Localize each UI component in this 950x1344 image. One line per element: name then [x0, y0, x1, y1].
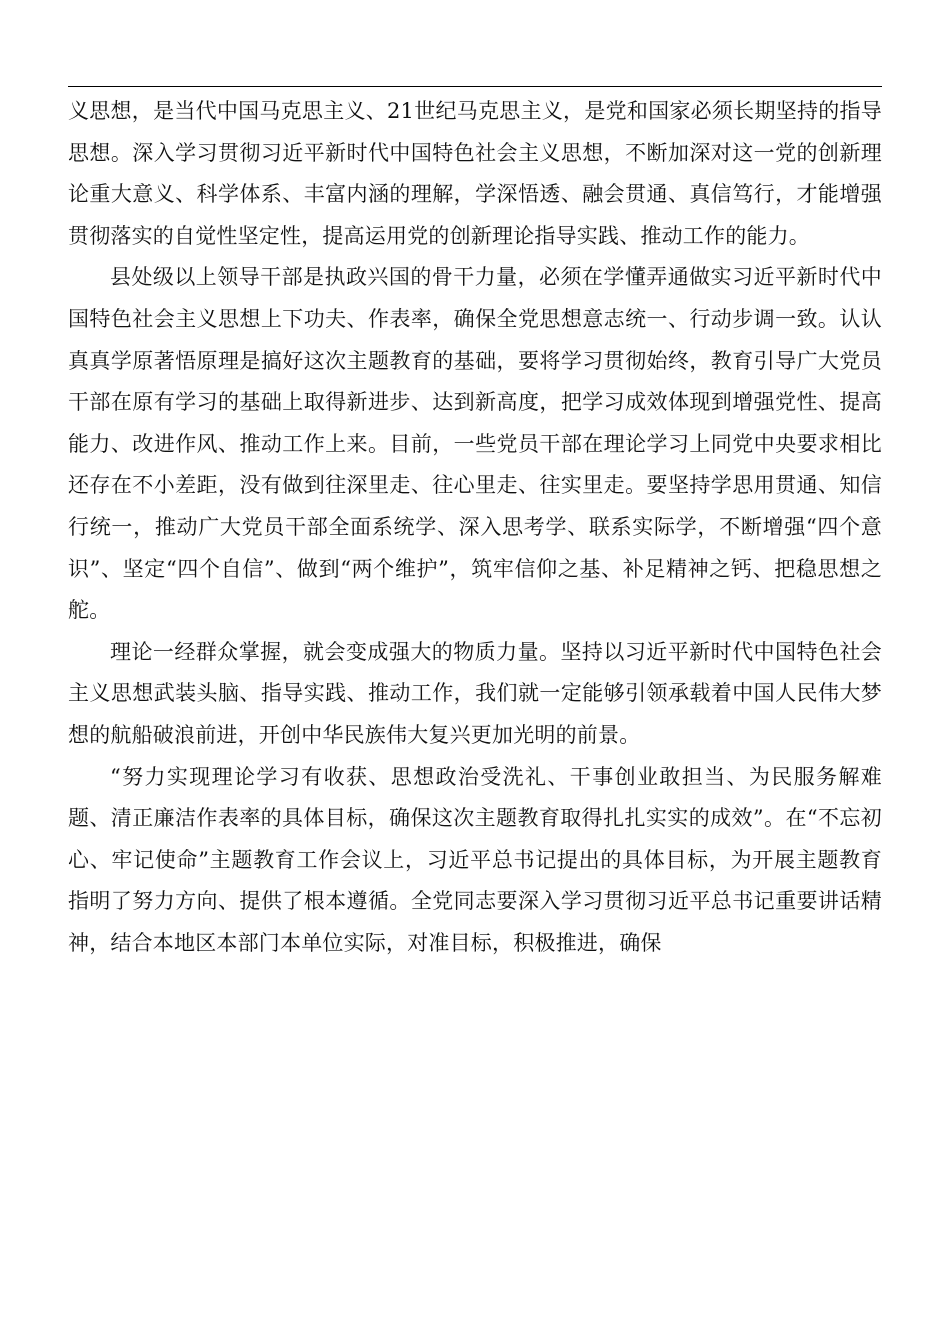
paragraph-theory-power: 理论一经群众掌握，就会变成强大的物质力量。坚持以习近平新时代中国特色社会主义思想武装头脑、指导实践、推动工作，我们就一定能够引领承载着中国人民伟大梦想的航船破浪前进，开创中华民族伟大复兴更加光明的前景。 [68, 639, 882, 747]
document-body [68, 91, 882, 964]
paragraph-specific-goals: “努力实现理论学习有收获、思想政治受洗礼、干事创业敢担当、为民服务解难题、清正廉洁作表率的具体目标，确保这次主题教育取得扎扎实实的成效”。在“不忘初心、牢记使命”主题教育工作会议上，习近平总书记提出的具体目标，为开展主题教育指明了努力方向、提供了根本遵循。全党同志要深入学习贯彻习近平总书记重要讲话精神，结合本地区本部门本单位实际，对准目标，积极推进，确保 [68, 764, 882, 955]
header-rule [68, 86, 882, 87]
paragraph-leading-cadres: 县处级以上领导干部是执政兴国的骨干力量，必须在学懂弄通做实习近平新时代中国特色社会主义思想上下功夫、作表率，确保全党思想意志统一、行动步调一致。认认真真学原著悟原理是搞好这次主题教育的基础，要将学习贯彻始终，教育引导广大党员干部在原有学习的基础上取得新进步、达到新高度，把学习成效体现到增强党性、提高能力、改进作风、推动工作上来。目前，一些党员干部在理论学习上同党中央要求相比还存在不小差距，没有做到往深里走、往心里走、往实里走。要坚持学思用贯通、知信行统一，推动广大党员干部全面系统学、深入思考学、联系实际学，不断增强“四个意识”、坚定“四个自信”、做到“两个维护”，筑牢信仰之基、补足精神之钙、把稳思想之舵。 [68, 265, 882, 623]
paragraph-continuation: 义思想，是当代中国马克思主义、21世纪马克思主义，是党和国家必须长期坚持的指导思想。深入学习贯彻习近平新时代中国特色社会主义思想，不断加深对这一党的创新理论重大意义、科学体系、丰富内涵的理解，学深悟透、融会贯通、真信笃行，才能增强贯彻落实的自觉性坚定性，提高运用党的创新理论指导实践、推动工作的能力。 [68, 99, 882, 248]
